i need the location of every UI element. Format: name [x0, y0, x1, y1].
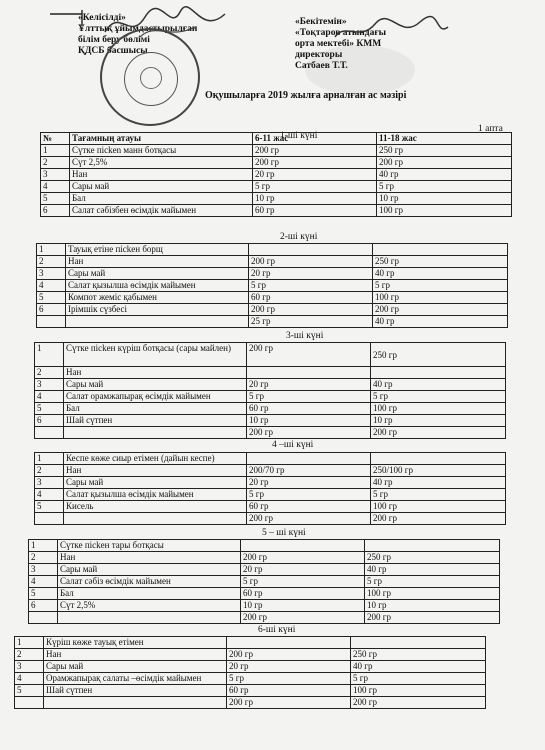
cell: 250 гр: [377, 145, 512, 157]
cell: 2: [29, 552, 58, 564]
cell: Салат қызылша өсімдік майымен: [64, 489, 247, 501]
table-row: [35, 501, 506, 513]
cell: 200 гр: [227, 649, 351, 661]
cell: Кисель: [64, 501, 247, 513]
cell: 200 гр: [253, 145, 377, 157]
table-row: [41, 193, 512, 205]
cell: [58, 612, 241, 624]
cell: 10 гр: [371, 415, 506, 427]
cell: 4: [35, 489, 64, 501]
table-row: [37, 292, 508, 304]
cell: [351, 637, 486, 649]
cell: 250 гр: [373, 256, 508, 268]
cell: Күріш көже тауық етімен: [44, 637, 227, 649]
table-row: [15, 661, 486, 673]
cell: 1: [15, 637, 44, 649]
table-row: [41, 181, 512, 193]
cell: 5 гр: [371, 391, 506, 403]
cell: 10 гр: [377, 193, 512, 205]
cell: [249, 244, 373, 256]
cell: [29, 612, 58, 624]
cell: 4: [15, 673, 44, 685]
cell: 5 гр: [373, 280, 508, 292]
cell: 40 гр: [373, 268, 508, 280]
cell: 5: [35, 501, 64, 513]
day-label: 6-ші күні: [258, 625, 296, 635]
header-age1: 6-11 жас: [253, 133, 377, 145]
cell: 5: [15, 685, 44, 697]
cell: 60 гр: [247, 403, 371, 415]
cell: [241, 540, 365, 552]
cell: Нан: [64, 465, 247, 477]
cell: Бал: [70, 193, 253, 205]
cell: 200 гр: [247, 427, 371, 439]
cell: 100 гр: [371, 403, 506, 415]
day-label: 1-ші күні: [280, 131, 318, 141]
header-name: Тағамның атауы: [70, 133, 253, 145]
day-label: 2-ші күні: [280, 232, 318, 242]
table-row: [37, 304, 508, 316]
approval-line: директоры: [295, 50, 343, 60]
cell: 200 гр: [253, 157, 377, 169]
table-row: [29, 576, 500, 588]
cell: 100 гр: [365, 588, 500, 600]
cell: 5: [37, 292, 66, 304]
cell: [15, 697, 44, 709]
cell: Салат сәбізбен өсімдік майымен: [70, 205, 253, 217]
cell: 1: [35, 453, 64, 465]
menu-table-day-1: [40, 132, 512, 217]
table-row: [35, 427, 506, 439]
corner-mark-icon: [48, 8, 88, 28]
cell: 40 гр: [351, 661, 486, 673]
cell: 1: [41, 145, 70, 157]
table-row: [35, 379, 506, 391]
cell: 250/100 гр: [371, 465, 506, 477]
cell: Сары май: [64, 477, 247, 489]
approval-line: Сатбаев Т.Т.: [295, 61, 348, 71]
cell: Бал: [58, 588, 241, 600]
cell: 60 гр: [247, 501, 371, 513]
cell: [37, 316, 66, 328]
table-row: [41, 145, 512, 157]
cell: 250 гр: [351, 649, 486, 661]
cell: 250 гр: [365, 552, 500, 564]
cell: 200 гр: [371, 427, 506, 439]
cell: Орамжапырақ салаты –өсімдік майымен: [44, 673, 227, 685]
table-row: [37, 256, 508, 268]
cell: Кеспе көже сиыр етімен (дайын кеспе): [64, 453, 247, 465]
cell: [35, 513, 64, 525]
table-row: [29, 588, 500, 600]
approval-line: «Келісілді»: [78, 13, 126, 23]
cell: 200 гр: [241, 612, 365, 624]
cell: Шай сүтпен: [64, 415, 247, 427]
table-row: [15, 685, 486, 697]
cell: 200 гр: [351, 697, 486, 709]
cell: 4: [35, 391, 64, 403]
cell: Нан: [70, 169, 253, 181]
cell: 20 гр: [253, 169, 377, 181]
cell: [35, 427, 64, 439]
menu-table-day-2: [36, 243, 508, 328]
cell: 200/70 гр: [247, 465, 371, 477]
cell: 20 гр: [241, 564, 365, 576]
cell: 20 гр: [227, 661, 351, 673]
cell: 250 гр: [371, 343, 506, 367]
cell: 3: [41, 169, 70, 181]
table-row: [35, 489, 506, 501]
cell: [373, 244, 508, 256]
cell: 25 гр: [249, 316, 373, 328]
cell: [371, 367, 506, 379]
cell: 200 гр: [247, 513, 371, 525]
table-row: [15, 637, 486, 649]
cell: 3: [29, 564, 58, 576]
cell: 5 гр: [247, 489, 371, 501]
cell: Сүт 2,5%: [70, 157, 253, 169]
cell: 40 гр: [365, 564, 500, 576]
cell: 200 гр: [365, 612, 500, 624]
cell: 10 гр: [247, 415, 371, 427]
cell: Сары май: [64, 379, 247, 391]
cell: 40 гр: [373, 316, 508, 328]
cell: 200 гр: [227, 697, 351, 709]
cell: 5 гр: [241, 576, 365, 588]
table-row: [37, 280, 508, 292]
cell: [64, 427, 247, 439]
table-row: [37, 244, 508, 256]
cell: 2: [35, 465, 64, 477]
cell: Сүтке пісken манн ботқасы: [70, 145, 253, 157]
cell: 6: [37, 304, 66, 316]
cell: [365, 540, 500, 552]
day-label: 3-ші күні: [286, 331, 324, 341]
cell: 6: [41, 205, 70, 217]
cell: 200 гр: [249, 304, 373, 316]
cell: 100 гр: [373, 292, 508, 304]
cell: Сүтке пісkен күріш ботқасы (сары майлен): [64, 343, 247, 367]
cell: 3: [35, 379, 64, 391]
table-row: [35, 465, 506, 477]
header-age2: 11-18 жас: [377, 133, 512, 145]
table-row: [29, 540, 500, 552]
cell: 5 гр: [371, 489, 506, 501]
cell: Сары май: [66, 268, 249, 280]
cell: [44, 697, 227, 709]
cell: Шай сүтпен: [44, 685, 227, 697]
cell: Салат сәбіз өсімдік майымен: [58, 576, 241, 588]
cell: 5 гр: [351, 673, 486, 685]
table-row: [37, 316, 508, 328]
cell: 10 гр: [365, 600, 500, 612]
cell: 4: [37, 280, 66, 292]
cell: 2: [15, 649, 44, 661]
cell: 60 гр: [249, 292, 373, 304]
cell: 10 гр: [253, 193, 377, 205]
approval-line: орта мектебі» КММ: [295, 39, 382, 49]
page-title: Оқушыларға 2019 жылға арналған ас мәзірі: [205, 90, 407, 101]
cell: 40 гр: [377, 169, 512, 181]
cell: 1: [29, 540, 58, 552]
cell: 10 гр: [241, 600, 365, 612]
approval-line: «Бекітемін»: [295, 17, 347, 27]
cell: 4: [41, 181, 70, 193]
cell: 200 гр: [371, 513, 506, 525]
table-header-row: [41, 133, 512, 145]
cell: 60 гр: [241, 588, 365, 600]
cell: 5 гр: [253, 181, 377, 193]
cell: 3: [35, 477, 64, 489]
cell: 2: [35, 367, 64, 379]
cell: 3: [37, 268, 66, 280]
cell: Сары май: [58, 564, 241, 576]
table-row: [35, 367, 506, 379]
approval-line: Ұлттық ұйымдастырылған: [78, 24, 198, 34]
cell: [247, 367, 371, 379]
table-row: [35, 453, 506, 465]
cell: 5 гр: [377, 181, 512, 193]
cell: 60 гр: [227, 685, 351, 697]
cell: 1: [37, 244, 66, 256]
table-row: [37, 268, 508, 280]
cell: Сүтке пісkен тары ботқасы: [58, 540, 241, 552]
cell: 5 гр: [249, 280, 373, 292]
cell: 100 гр: [377, 205, 512, 217]
signature-left-icon: [100, 2, 230, 47]
cell: 100 гр: [371, 501, 506, 513]
table-row: [29, 612, 500, 624]
table-row: [15, 697, 486, 709]
cell: Салат орамжапырақ өсімдік майымен: [64, 391, 247, 403]
cell: Компот жеміс қабымен: [66, 292, 249, 304]
cell: 40 гр: [371, 477, 506, 489]
cell: 2: [37, 256, 66, 268]
cell: Сүт 2,5%: [58, 600, 241, 612]
cell: 100 гр: [351, 685, 486, 697]
menu-table-day-3: [34, 342, 506, 439]
table-row: [29, 600, 500, 612]
cell: 5 гр: [227, 673, 351, 685]
cell: 5: [41, 193, 70, 205]
cell: Нан: [58, 552, 241, 564]
menu-table-day-4: [34, 452, 506, 525]
cell: Ірімшік сүзбесі: [66, 304, 249, 316]
day-label: 4 –ші күні: [272, 440, 314, 450]
table-row: [15, 673, 486, 685]
table-row: [29, 564, 500, 576]
cell: [64, 513, 247, 525]
cell: 2: [41, 157, 70, 169]
cell: 20 гр: [247, 379, 371, 391]
table-row: [35, 391, 506, 403]
cell: 6: [35, 415, 64, 427]
cell: [227, 637, 351, 649]
cell: Бал: [64, 403, 247, 415]
cell: Нан: [66, 256, 249, 268]
table-row: [35, 513, 506, 525]
cell: 200 гр: [373, 304, 508, 316]
cell: Нан: [44, 649, 227, 661]
cell: 40 гр: [371, 379, 506, 391]
table-row: [29, 552, 500, 564]
table-row: [35, 477, 506, 489]
cell: 60 гр: [253, 205, 377, 217]
cell: Сары май: [70, 181, 253, 193]
table-row: [35, 403, 506, 415]
cell: 6: [29, 600, 58, 612]
menu-table-day-6: [14, 636, 486, 709]
cell: Нан: [64, 367, 247, 379]
approval-line: білім беру бөлімі: [78, 35, 150, 45]
table-row: [15, 649, 486, 661]
cell: 5: [35, 403, 64, 415]
cell: 5 гр: [365, 576, 500, 588]
cell: 5: [29, 588, 58, 600]
menu-table-day-5: [28, 539, 500, 624]
cell: 200 гр: [241, 552, 365, 564]
cell: Сары май: [44, 661, 227, 673]
cell: Тауық етіне пісkен борщ: [66, 244, 249, 256]
cell: 1: [35, 343, 64, 367]
cell: [371, 453, 506, 465]
cell: 4: [29, 576, 58, 588]
day-label: 5 – ші күні: [262, 528, 306, 538]
table-row: [35, 415, 506, 427]
cell: 20 гр: [247, 477, 371, 489]
cell: 5 гр: [247, 391, 371, 403]
cell: 200 гр: [249, 256, 373, 268]
cell: 20 гр: [249, 268, 373, 280]
table-row: [35, 343, 506, 367]
week-label: 1 апта: [478, 124, 503, 134]
cell: [66, 316, 249, 328]
table-row: [41, 157, 512, 169]
header-num: №: [41, 133, 70, 145]
cell: [247, 453, 371, 465]
table-row: [41, 169, 512, 181]
approval-line: «Тоқтаров атындағы: [295, 28, 387, 38]
cell: Салат қызылша өсімдік майымен: [66, 280, 249, 292]
cell: 3: [15, 661, 44, 673]
cell: 200 гр: [247, 343, 371, 367]
approval-line: ҚДСБ басшысы: [78, 46, 148, 56]
table-row: [41, 205, 512, 217]
cell: 200 гр: [377, 157, 512, 169]
